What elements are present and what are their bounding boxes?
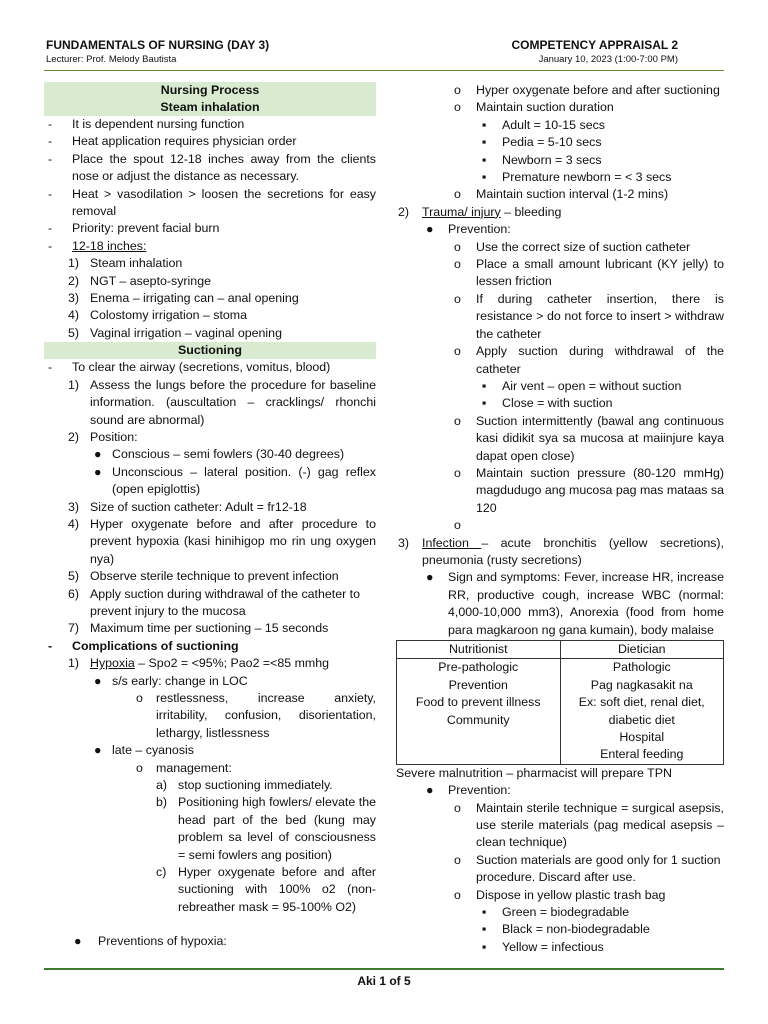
list-item: ▪ Yellow = infectious (482, 939, 604, 954)
list-item: b) Positioning high fowlers/ elevate the head part of the bed (kung may problem sa level of consciousness = semi fowlers ang position) (156, 795, 376, 862)
list-item: o Hyper oxygenate before and after suctioning (454, 83, 720, 97)
lecturer: Lecturer: Prof. Melody Bautista (46, 54, 177, 65)
list-item: Severe malnutrition – pharmacist will prepare TPN (396, 765, 672, 780)
list-item: o Maintain suction duration (454, 100, 614, 115)
list-item: ● Preventions of hypoxia: (74, 934, 227, 949)
list-item: ▪ Premature newborn = < 3 secs (482, 170, 672, 185)
list-item: 2) Trauma/ injury – bleeding (398, 204, 562, 219)
table-header: Nutritionist (397, 640, 561, 658)
list-item: ▪ Green = biodegradable (482, 905, 630, 920)
list-item: - Place the spout 12-18 inches away from the clients nose or adjust the distance as necessary. (48, 151, 376, 184)
list-item: - Complications of suctioning (48, 638, 239, 653)
list-item: a) stop suctioning immediately. (156, 778, 333, 793)
page-footer: Aki 1 of 5 (357, 974, 411, 988)
list-item: ▪ Pedia = 5-10 secs (482, 135, 602, 150)
list-item: 6) Apply suction during withdrawal of the catheter to prevent injury to the mucosa (68, 586, 360, 618)
session-date: January 10, 2023 (1:00-7:00 PM) (538, 54, 678, 65)
list-item: ● Prevention: (426, 783, 511, 798)
list-item: - To clear the airway (secretions, vomitus, blood) (48, 360, 331, 375)
list-item: ● Prevention: (426, 222, 511, 237)
appraisal-title: COMPETENCY APPRAISAL 2 (511, 38, 678, 52)
list-item: o Place a small amount lubricant (KY jelly) to lessen friction (454, 257, 724, 289)
list-item: 5) Vaginal irrigation – vaginal opening (68, 325, 282, 340)
list-item: 1) Assess the lungs before the procedure for baseline information. (auscultation – cracklings/ rhonchi sound are abnormal) (68, 377, 376, 427)
table-header: Dietician (560, 640, 724, 658)
list-item: 7) Maximum time per suctioning – 15 seconds (68, 621, 329, 636)
course-title: FUNDAMENTALS OF NURSING (DAY 3) (46, 38, 270, 52)
section-band-suctioning: Suctioning (44, 342, 376, 359)
list-item: ▪ Adult = 10-15 secs (482, 117, 605, 132)
section-band-steam-inhalation: Steam inhalation (44, 99, 376, 116)
section-band-nursing-process: Nursing Process (44, 82, 376, 99)
list-item: o (454, 518, 461, 533)
list-item: ▪ Air vent – open = without suction (482, 378, 682, 393)
list-item: 2) NGT – asepto-syringe (68, 273, 211, 288)
list-item: ● Sign and symptoms: Fever, increase HR, increase RR, productive cough, increase WBC (normal: 4,000-10,000 mm3), Anorexia (food from home para magkaroon ng gana kumain), body malaise (426, 570, 724, 637)
table-cell: Pathologic Pag nagkasakit na Ex: soft diet, renal diet, diabetic diet Hospital Enteral feeding (560, 659, 724, 764)
list-item: - It is dependent nursing function (48, 117, 245, 131)
right-column (396, 82, 724, 956)
list-item: ● Conscious – semi fowlers (30-40 degrees) (94, 447, 345, 462)
list-item: 4) Colostomy irrigation – stoma (68, 308, 248, 323)
list-item: 2) Position: (68, 429, 138, 444)
list-item: o Maintain suction interval (1-2 mins) (454, 187, 669, 202)
list-item: 3) Infection – acute bronchitis (yellow secretions), pneumonia (rusty secretions) (398, 535, 724, 567)
list-item: - Priority: prevent facial burn (48, 221, 220, 236)
list-item: 3) Enema – irrigating can – anal opening (68, 291, 299, 306)
list-item: 3) Size of suction catheter: Adult = fr12-18 (68, 499, 307, 514)
list-item: ● s/s early: change in LOC (94, 673, 248, 688)
list-item: o Apply suction during withdrawal of the catheter (454, 344, 724, 376)
list-item: ● late – cyanosis (94, 743, 194, 758)
list-item: c) Hyper oxygenate before and after suctioning with 100% o2 (non-rebreather mask = 95-100% O2) (156, 865, 376, 914)
list-item: 5) Observe sterile technique to prevent infection (68, 569, 339, 584)
list-item: o Suction materials are good only for 1 suction procedure. Discard after use. (454, 852, 721, 885)
header-rule (44, 70, 724, 71)
table-cell: Pre-pathologic Prevention Food to prevent illness Community (397, 659, 561, 764)
list-item: 1) Steam inhalation (68, 256, 183, 271)
list-item: o Suction intermittently (bawal ang continuous kasi didikit sya sa mucosa at maiinjure kaya dapat open close) (454, 413, 724, 463)
list-item: ● Unconscious – lateral position. (-) gag reflex (open epiglottis) (94, 464, 376, 497)
page-header (46, 38, 722, 66)
list-item: o restlessness, increase anxiety, irritability, confusion, disorientation, lethargy, listlessness (136, 691, 376, 740)
list-item: o Dispose in yellow plastic trash bag (454, 887, 666, 902)
nutritionist-dietician-table (396, 640, 724, 765)
list-item: ▪ Close = with suction (482, 396, 613, 411)
list-item: o Use the correct size of suction catheter (454, 239, 691, 254)
footer-rule (44, 968, 724, 970)
list-item: 1) Hypoxia – Spo2 = <95%; Pao2 =<85 mmhg (68, 656, 330, 671)
list-item: o Maintain sterile technique = surgical asepsis, use sterile materials (pag medical asepsis – clean technique) (454, 800, 724, 850)
left-column (44, 82, 376, 951)
list-item: - Heat > vasodilation > loosen the secretions for easy removal (48, 186, 376, 219)
list-item: - 12-18 inches: (48, 238, 147, 253)
list-item: 4) Hyper oxygenate before and after procedure to prevent hypoxia (kasi hinihigop mo rin ung oxygen nya) (68, 516, 376, 566)
list-item: - Heat application requires physician order (48, 134, 297, 149)
list-item: ▪ Newborn = 3 secs (482, 152, 602, 167)
list-item: o Maintain suction pressure (80-120 mmHg) magdudugo ang mucosa pag mas mataas sa 120 (454, 465, 724, 515)
list-item: ▪ Black = non-biodegradable (482, 922, 650, 937)
list-item: o management: (136, 760, 232, 775)
list-item: o If during catheter insertion, there is resistance > do not force to insert > withdraw the catheter (454, 291, 724, 341)
